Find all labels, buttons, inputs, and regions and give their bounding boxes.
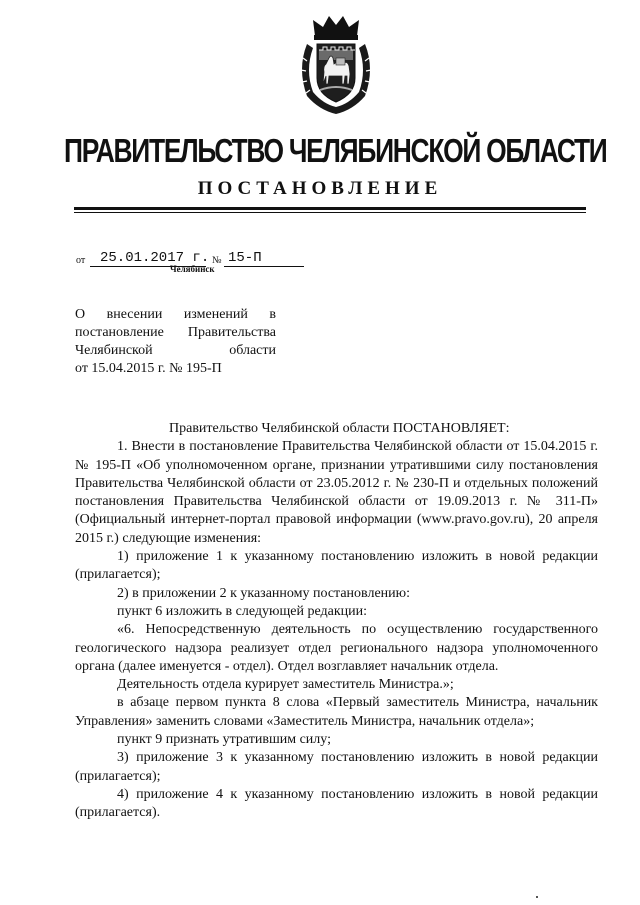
document-date: 25.01.2017 г. <box>100 250 210 266</box>
body-paragraph: 4) приложение 4 к указанному постановлению изложить в новой редакции (прилагается). <box>75 786 598 821</box>
city: Челябинск <box>170 264 215 274</box>
document-subject <box>75 306 276 378</box>
document-meta <box>76 248 376 270</box>
subject-line: О внесении изменений в <box>75 307 276 322</box>
document-body <box>75 420 598 823</box>
body-paragraph: Деятельность отдела курирует заместитель Министра.»; <box>117 677 454 693</box>
body-paragraph: 1. Внести в постановление Правительства Челябинской области от 15.04.2015 г. № 195-П «Об уполномоченном органе, признании утратившими силу постановления Правительства Челябинской области от 23.05.2012 г. № 230-П и отдельных положений постановления Правительства Челябинской области от 19.09.2013 г. № 311-П» (Официальный интернет-портал правовой информации (www.pravo.gov.ru), 20 апреля 2015 г.) следующие изменения: <box>75 439 598 546</box>
body-paragraph: пункт 9 признать утратившим силу; <box>117 732 331 748</box>
subject-line: от 15.04.2015 г. № 195-П <box>75 361 222 376</box>
body-paragraph: 3) приложение 3 к указанному постановлению изложить в новой редакции (прилагается); <box>75 750 598 784</box>
body-paragraph: 1) приложение 1 к указанному постановлению изложить в новой редакции (прилагается); <box>75 549 598 583</box>
body-intro: Правительство Челябинской области ПОСТАНОВЛЯЕТ: <box>169 421 510 436</box>
body-paragraph: «6. Непосредственную деятельность по осуществлению государственного геологического надзора реализует отдел регионального надзора уполномоченного органа (далее именуется - отдел). Отдел возглавляет начальник отдела. <box>75 622 598 674</box>
subject-line: постановление Правительства <box>75 325 276 340</box>
scan-speck <box>536 896 538 898</box>
number-underline <box>224 266 304 267</box>
body-paragraph: пункт 6 изложить в следующей редакции: <box>117 603 367 619</box>
subject-line: Челябинской области <box>75 343 276 358</box>
header-rule-thin <box>74 212 586 213</box>
body-paragraph: 2) в приложении 2 к указанному постановлению: <box>117 585 411 601</box>
body-paragraph: в абзаце первом пункта 8 слова «Первый заместитель Министра, начальник Управления» заменить словами «Заместитель Министра, начальник отдела»; <box>75 695 598 729</box>
government-title: ПРАВИТЕЛЬСТВО ЧЕЛЯБИНСКОЙ ОБЛАСТИ <box>64 132 607 169</box>
header-rule-thick <box>74 207 586 210</box>
coat-of-arms-icon <box>293 14 379 116</box>
number-label: № <box>212 255 222 266</box>
date-label: от <box>76 255 86 266</box>
document-number: 15-П <box>228 250 262 266</box>
document-type: ПОСТАНОВЛЕНИЕ <box>197 178 443 199</box>
